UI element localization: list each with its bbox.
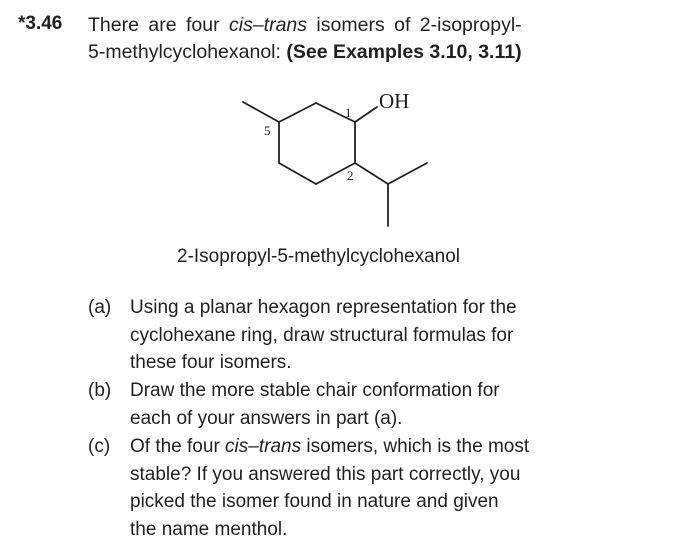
oh-label: OH <box>379 89 410 113</box>
methyl-bond <box>243 102 279 122</box>
part-a-label: (a) <box>88 297 112 318</box>
hydroxyl-bond <box>355 107 377 122</box>
part-b <box>88 377 688 432</box>
part-b-label: (b) <box>88 380 112 401</box>
part-c <box>88 433 688 543</box>
part-c-line: picked the isomer found in nature and given <box>130 491 499 512</box>
example-reference: (See Examples 3.10, 3.11) <box>286 41 522 63</box>
part-c-label: (c) <box>88 436 111 457</box>
part-a-line: Using a planar hexagon representation for the <box>130 297 517 318</box>
skeletal-formula <box>240 88 440 233</box>
part-c-line: stable? If you answered this part correctly, you <box>130 463 521 485</box>
isopropyl-bond <box>355 163 388 184</box>
locant-1: 1 <box>345 105 352 120</box>
part-c-text: isomers, which is the most <box>301 436 530 457</box>
part-a-line: cyclohexane ring, draw structural formulas for <box>130 324 514 346</box>
problem-intro-line-2 <box>88 39 522 65</box>
ring-bond <box>279 103 316 122</box>
structure-caption: 2-Isopropyl-5-methylcyclohexanol <box>177 246 461 267</box>
intro-text: 5-methylcyclohexanol: <box>88 41 287 63</box>
part-a <box>88 294 688 377</box>
locant-2: 2 <box>347 168 354 183</box>
part-c-italic-term: cis–trans <box>225 436 302 457</box>
part-b-line: each of your answers in part (a). <box>130 407 403 429</box>
ring-bond <box>279 163 316 184</box>
part-a-line: these four isomers. <box>130 352 292 373</box>
isopropyl-methyl-bond <box>388 163 427 184</box>
part-c-text: Of the four <box>130 436 226 457</box>
part-b-line: Draw the more stable chair conformation for <box>130 380 500 401</box>
intro-text: There are four <box>88 14 229 36</box>
part-c-line: the name menthol. <box>130 518 288 540</box>
problem-number: *3.46 <box>18 13 63 34</box>
intro-text: isomers of 2-isopropyl- <box>307 14 522 36</box>
part-c-line <box>130 433 688 461</box>
menthol-structure-diagram <box>240 88 440 233</box>
locant-5: 5 <box>264 123 271 138</box>
problem-intro-line-1 <box>88 12 522 38</box>
intro-italic-term: cis–trans <box>228 14 308 36</box>
